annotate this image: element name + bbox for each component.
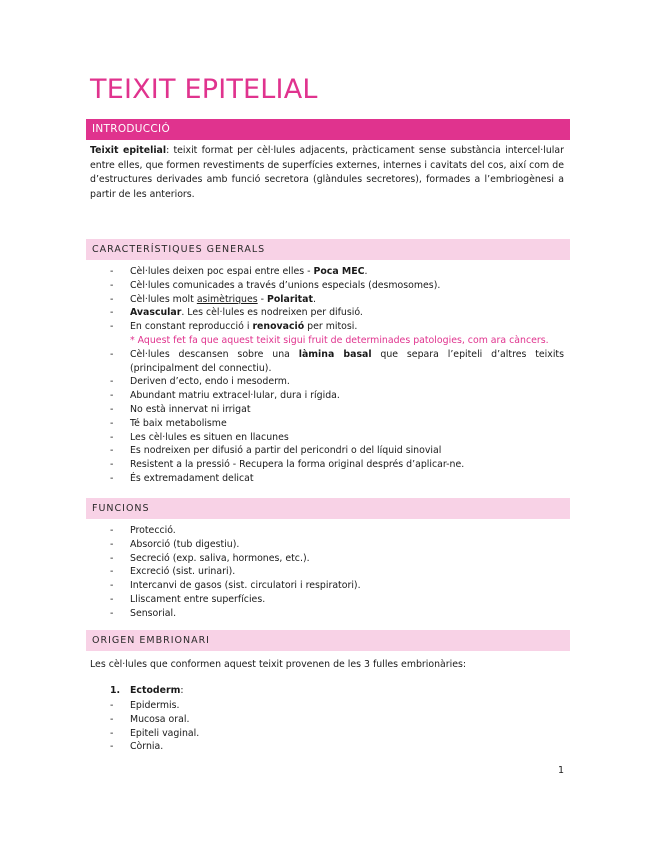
- list-item: - Sensorial.: [110, 607, 177, 619]
- list-item: - Epiteli vaginal.: [110, 727, 200, 739]
- list-item: - Absorció (tub digestiu).: [110, 538, 240, 550]
- general-list: [90, 265, 564, 486]
- funcions-list: [90, 524, 564, 621]
- list-item: - Es nodreixen per difusió a partir del pericondri o del líquid sinovial: [110, 445, 442, 457]
- list-item: - Mucosa oral.: [110, 713, 190, 725]
- list-item: - Les cèl·lules es situen en llacunes: [110, 431, 289, 443]
- list-item: - Abundant matriu extracel·lular, dura i rígida.: [110, 390, 340, 402]
- list-item: - Cèl·lules comunicades a través d’unions especials (desmosomes).: [110, 279, 441, 291]
- list-item: - Deriven d’ecto, endo i mesoderm.: [110, 376, 290, 388]
- list-item: - Excreció (sist. urinari).: [110, 566, 236, 578]
- section-header-intro: INTRODUCCIÓ: [86, 119, 570, 140]
- numbered-item-ectoderm: 1. Ectoderm:: [110, 685, 184, 696]
- list-item: - Cèl·lules deixen poc espai entre elles - Poca MEC.: [110, 266, 368, 277]
- list-item: - Resistent a la pressió - Recupera la forma original després d’aplicar-ne.: [110, 459, 465, 471]
- section-header-general: CARACTERÍSTIQUES GENERALS: [86, 239, 570, 260]
- intro-text: : teixit format per cèl·lules adjacents, pràcticament sense substància intercel·lular entre elles, que formen revestiments de superfícies externes, internes i cavitats del cos, així com de d’estructures derivades amb funció secretora (glàndules secretores), formades a l’embriogènesi a partir de les anteriors.: [90, 145, 564, 200]
- list-item: - En constant reproducció i renovació per mitosi.: [110, 321, 358, 333]
- origen-list: [90, 699, 564, 754]
- origen-intro: Les cèl·lules que conformen aquest teixit provenen de les 3 fulles embrionàries:: [90, 659, 467, 670]
- list-item: - Protecció.: [110, 525, 176, 536]
- page-number: 1: [558, 765, 565, 776]
- list-item: - Intercanvi de gasos (sist. circulatori i respiratori).: [110, 580, 361, 592]
- list-item: - És extremadament delicat: [110, 472, 254, 484]
- list-item: - Secreció (exp. saliva, hormones, etc.).: [110, 552, 310, 564]
- intro-paragraph: [90, 144, 564, 202]
- section-header-funcions: FUNCIONS: [86, 498, 570, 519]
- section-header-origen: ORIGEN EMBRIONARI: [86, 630, 570, 651]
- page-title: TEIXIT EPITELIAL: [90, 74, 318, 105]
- list-item: - Té baix metabolisme: [110, 417, 227, 429]
- list-item: - Cèl·lules molt asimètriques - Polaritat.: [110, 293, 316, 305]
- list-item: - Avascular. Les cèl·lules es nodreixen per difusió.: [110, 307, 363, 319]
- list-item: - Còrnia.: [110, 741, 164, 753]
- intro-term: Teixit epitelial: [90, 145, 167, 156]
- list-item: - Epidermis.: [110, 700, 180, 711]
- list-item: - No està innervat ni irrigat: [110, 403, 251, 415]
- list-item: - Cèl·lules descansen sobre una làmina basal que separa l’epiteli d’altres teixits (principalment del connectiu).: [110, 348, 564, 374]
- list-item: - Lliscament entre superfícies.: [110, 593, 266, 605]
- note-item: * Aquest fet fa que aquest teixit sigui fruit de determinades patologies, com ara càncers.: [130, 334, 549, 346]
